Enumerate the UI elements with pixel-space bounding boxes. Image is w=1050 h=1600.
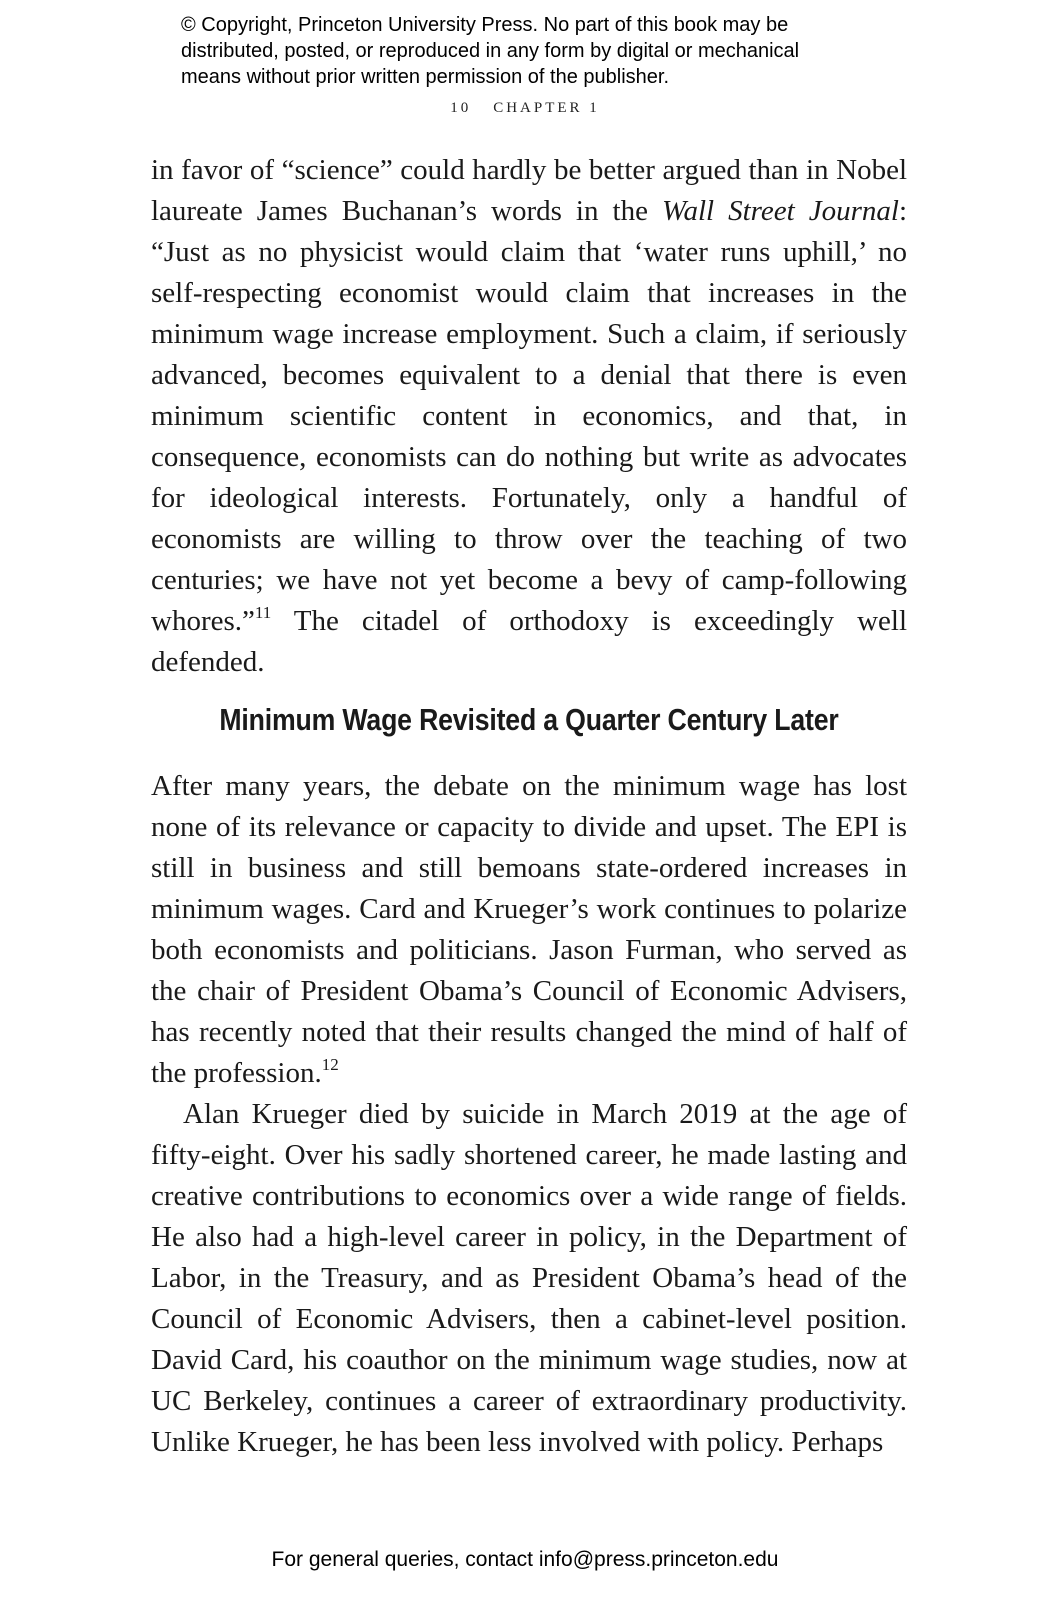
text-run: After many years, the debate on the minimum wage has lost none of its relevance or capacity to divide and upset. The EPI is still in business and still bemoans state-ordered increases in minimum wages. Card and Krueger’s work continues to polarize both economists and politicians. Jason Furman, who served as the chair of President Obama’s Council of Economic Advisers, has recently noted that their results changed the mind of half of the profession. — [151, 770, 907, 1089]
page-number: 10 — [450, 100, 472, 116]
italic-title: Wall Street Journal — [661, 195, 899, 227]
copyright-line: © Copyright, Princeton University Press. No part of this book may be — [181, 14, 789, 36]
body-paragraph-1 — [151, 150, 907, 683]
text-run: in favor of “science” could hardly be better argued than in Nobel laureate James Buchanan’s words in the — [151, 154, 907, 227]
paragraph — [151, 766, 907, 1094]
running-head — [0, 100, 1050, 117]
copyright-notice — [181, 12, 901, 90]
copyright-line: means without prior written permission of the publisher. — [181, 66, 670, 88]
paragraph: Alan Krueger died by suicide in March 2019 at the age of fifty-eight. Over his sadly shortened career, he made lasting and creative contributions to economics over a wide range of fields. He also had a high-level career in policy, in the Department of Labor, in the Treasury, and as President Obama’s head of the Council of Economic Advisers, then a cabinet-level position. David Card, his coauthor on the minimum wage studies, now at UC Berkeley, continues a career of extraordinary productivity. Unlike Krueger, he has been less involved with policy. Perhaps — [151, 1098, 907, 1458]
body-section — [151, 766, 907, 1463]
chapter-label: CHAPTER 1 — [493, 100, 600, 116]
section-heading: Minimum Wage Revisited a Quarter Century Later — [219, 702, 839, 737]
copyright-line: distributed, posted, or reproduced in any form by digital or mechanical — [181, 40, 800, 62]
footer-contact: For general queries, contact info@press.princeton.edu — [271, 1548, 779, 1571]
text-run: The citadel of orthodoxy is exceedingly well defended. — [151, 605, 907, 678]
text-run: : “Just as no physicist would claim that ‘water runs uphill,’ no self-respecting economist would claim that increases in the minimum wage increase employment. Such a claim, if seriously advanced, becomes equivalent to a denial that there is even minimum scientific content in economics, and that, in consequence, economists can do nothing but write as advocates for ideological interests. Fortunately, only a handful of economists are willing to throw over the teaching of two centuries; we have not yet become a bevy of camp-following whores.” — [151, 195, 907, 637]
footnote-ref-11[interactable]: 11 — [254, 603, 272, 622]
footnote-ref-12[interactable]: 12 — [321, 1055, 339, 1074]
paragraph — [151, 150, 907, 683]
